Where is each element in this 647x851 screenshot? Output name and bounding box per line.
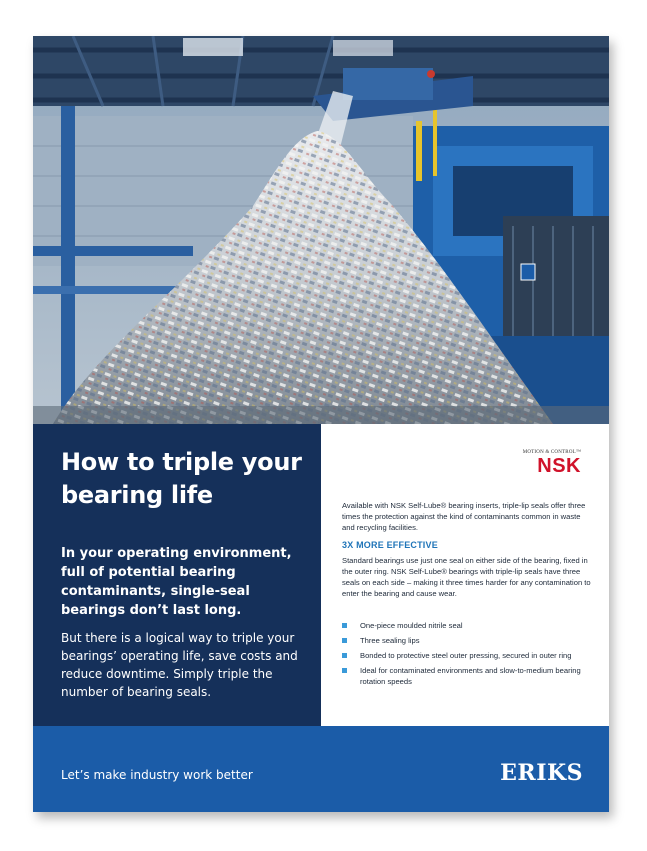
details-panel (321, 424, 609, 726)
nsk-wordmark: NSK (537, 455, 581, 477)
list-item (342, 665, 592, 687)
nsk-logo (515, 450, 581, 476)
bullet-square-icon (342, 623, 347, 628)
footer-slogan: Let’s make industry work better (61, 768, 253, 782)
bullet-square-icon (342, 653, 347, 658)
list-item-text: One-piece moulded nitrile seal (360, 621, 463, 630)
bullet-square-icon (342, 668, 347, 673)
page-title: How to triple your bearing life (61, 448, 302, 509)
lead-paragraph: In your operating environment, full of potential bearing contaminants, single-seal bearings don’t last long. (61, 546, 292, 618)
list-item (342, 650, 592, 661)
bullet-square-icon (342, 638, 347, 643)
list-item-text: Three sealing lips (360, 636, 420, 645)
footer-bar (33, 726, 609, 812)
feature-list (342, 620, 592, 691)
list-item-text: Bonded to protective steel outer pressing, secured in outer ring (360, 651, 572, 660)
brochure-page (33, 36, 609, 812)
section-text: Standard bearings use just one seal on either side of the bearing, fixed in the outer ring. NSK Self-Lube® bearings with triple-lip seals have three seals on each side – making it three times harder for any contamination to enter the bearing and cause wear. (342, 556, 591, 598)
body-paragraph: But there is a logical way to triple your bearings’ operating life, save costs and reduce downtime. Simply triple the number of bearing seals. (61, 631, 298, 699)
list-item (342, 635, 592, 646)
section-heading: 3X MORE EFFECTIVE (342, 540, 438, 550)
list-item-text: Ideal for contaminated environments and slow-to-medium bearing rotation speeds (360, 666, 581, 686)
eriks-logo: ERIKS (500, 760, 583, 786)
intro-text: Available with NSK Self-Lube® bearing inserts, triple-lip seals offer three times the protection against the kind of contaminants common in waste and recycling facilities. (342, 501, 586, 532)
intro-panel (33, 424, 321, 726)
hero-photo-recycling-plant (33, 36, 609, 424)
list-item (342, 620, 592, 631)
nsk-tagline: MOTION & CONTROL™ (522, 450, 581, 455)
